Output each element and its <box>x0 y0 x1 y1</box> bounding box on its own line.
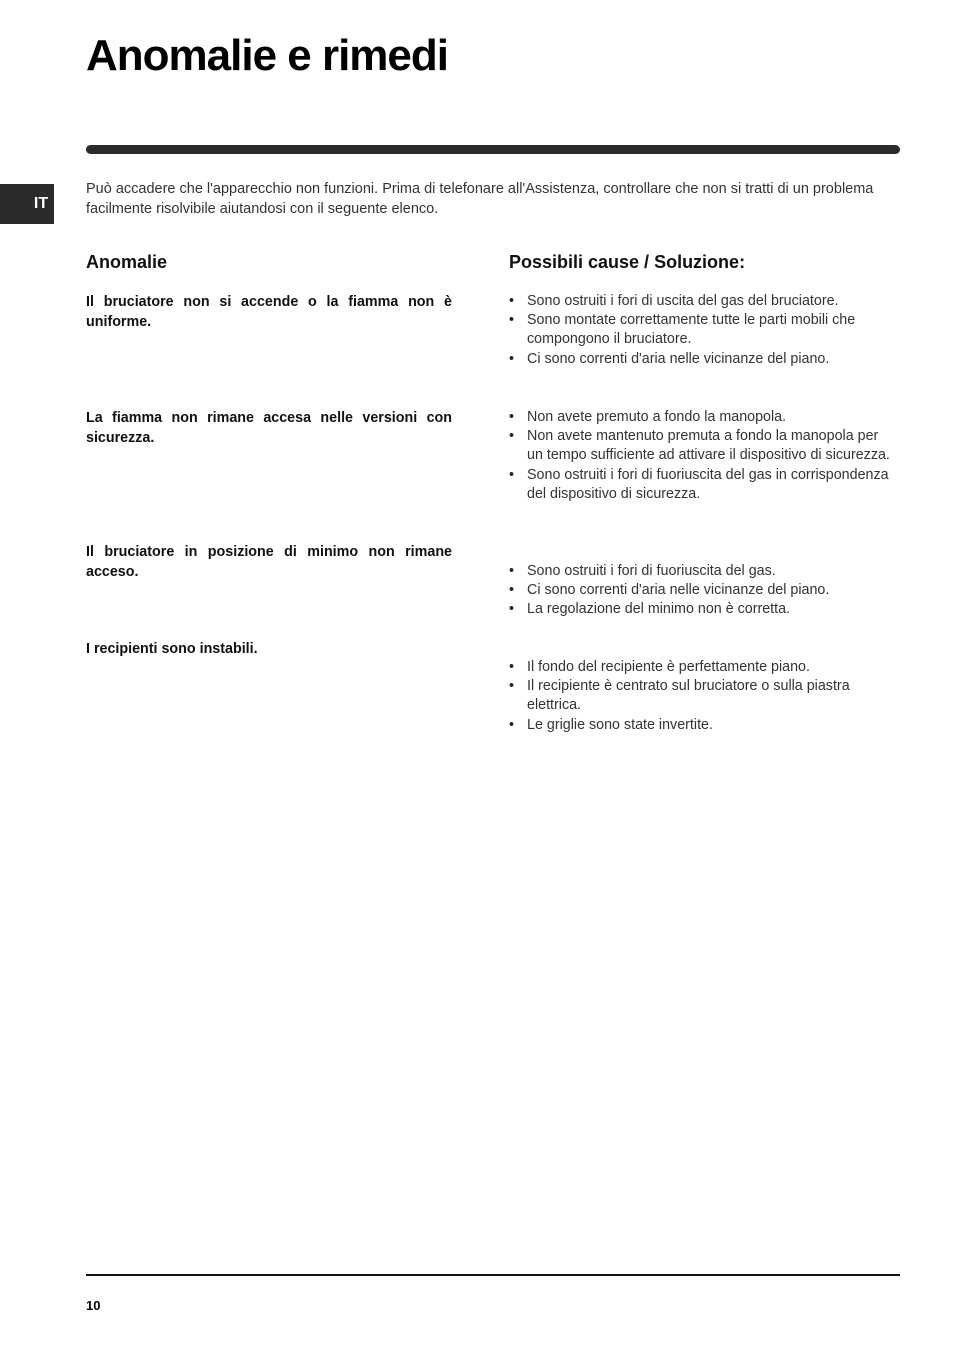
intro-paragraph: Può accadere che l'apparecchio non funzioni. Prima di telefonare all'Assistenza, controllare che non si tratti di un problema facilmente risolvibile aiutandosi con il seguente elenco. <box>86 181 874 217</box>
anomaly-item: I recipienti sono instabili. <box>86 641 258 657</box>
remedy-item: • Non avete mantenuto premuta a fondo la manopola per un tempo sufficiente ad attivare il dispositivo di sicurezza. <box>509 427 894 465</box>
remedy-list <box>509 562 894 620</box>
remedy-list <box>509 408 894 504</box>
remedy-item: • Sono ostruiti i fori di uscita del gas del bruciatore. <box>509 292 894 311</box>
remedy-item: • Il fondo del recipiente è perfettamente piano. <box>509 658 894 677</box>
remedy-list <box>509 292 894 369</box>
remedy-item: • Le griglie sono state invertite. <box>509 716 894 735</box>
causes-heading: Possibili cause / Soluzione: <box>509 252 746 272</box>
page-title: Anomalie e rimedi <box>86 31 449 80</box>
title-divider <box>86 145 900 154</box>
remedy-item: • Sono montate correttamente tutte le parti mobili che compongono il bruciatore. <box>509 311 894 349</box>
remedy-list <box>509 658 894 735</box>
remedy-item: • Sono ostruiti i fori di fuoriuscita del gas. <box>509 562 894 581</box>
anomaly-item: La fiamma non rimane accesa nelle versioni con sicurezza. <box>86 410 452 446</box>
page-number: 10 <box>86 1298 101 1313</box>
anomalies-heading: Anomalie <box>86 252 168 272</box>
remedy-item: • Sono ostruiti i fori di fuoriuscita del gas in corrispondenza del dispositivo di sicurezza. <box>509 466 894 504</box>
anomaly-item: Il bruciatore non si accende o la fiamma non è uniforme. <box>86 294 452 330</box>
remedy-item: • Ci sono correnti d'aria nelle vicinanze del piano. <box>509 581 894 600</box>
remedy-item: • La regolazione del minimo non è corretta. <box>509 600 894 619</box>
remedy-item: • Non avete premuto a fondo la manopola. <box>509 408 894 427</box>
language-tab: IT <box>0 184 54 224</box>
remedy-item: • Il recipiente è centrato sul bruciatore o sulla piastra elettrica. <box>509 677 894 715</box>
anomaly-item: Il bruciatore in posizione di minimo non rimane acceso. <box>86 544 452 580</box>
remedy-item: • Ci sono correnti d'aria nelle vicinanze del piano. <box>509 350 894 369</box>
footer-divider <box>86 1274 900 1276</box>
